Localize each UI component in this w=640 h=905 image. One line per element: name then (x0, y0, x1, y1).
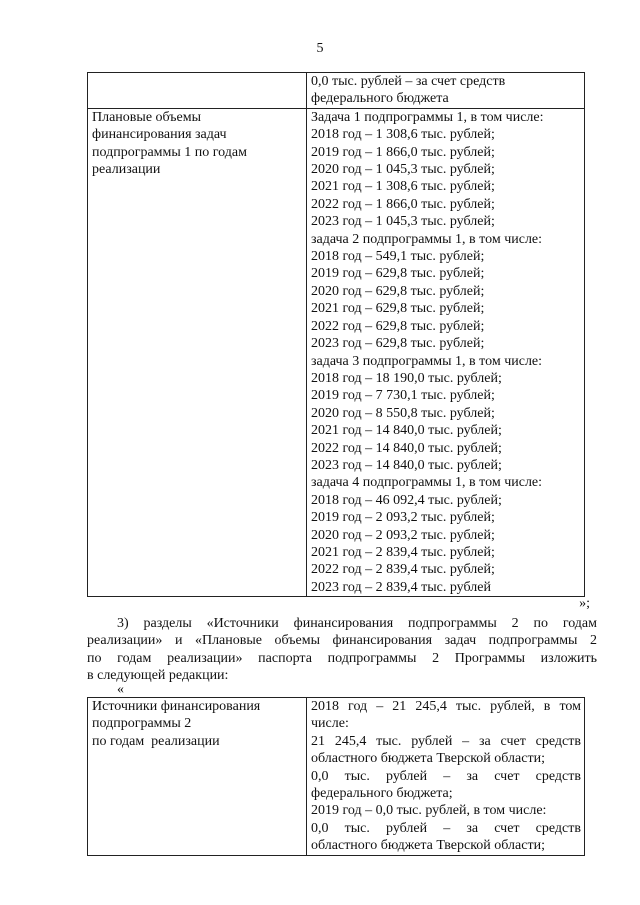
cell-line: 2021 год – 629,8 тыс. рублей; (311, 301, 485, 317)
cell-line: Плановые объемы (92, 109, 202, 125)
cell-line: федерального бюджета (311, 91, 449, 107)
cell-line: по годам реализации (92, 733, 220, 749)
cell-line: 2022 год – 14 840,0 тыс. рублей; (311, 440, 502, 456)
table-cell-value (307, 73, 585, 109)
cell-line: 2023 год – 2 839,4 тыс. рублей (311, 579, 491, 595)
cell-line: федерального бюджета; (311, 786, 453, 802)
cell-line: 2022 год – 629,8 тыс. рублей; (311, 318, 485, 334)
cell-line: 2023 год – 1 045,3 тыс. рублей; (311, 214, 495, 230)
cell-line: 2018 год – 21 245,4 тыс. рублей, в том (311, 699, 581, 714)
cell-line: 2018 год – 46 092,4 тыс. рублей; (311, 492, 502, 508)
cell-line: 0,0 тыс. рублей – за счет средств (311, 768, 581, 784)
cell-line: 21 245,4 тыс. рублей – за счет средств (311, 733, 581, 749)
cell-line: 2023 год – 629,8 тыс. рублей; (311, 336, 485, 352)
cell-line: числе: (311, 716, 349, 732)
cell-line: 2022 год – 2 839,4 тыс. рублей; (311, 562, 495, 578)
cell-line: 0,0 тыс. рублей – за счет средств (311, 74, 506, 89)
opening-quote: « (117, 682, 124, 697)
amendment-paragraph (87, 615, 597, 684)
paragraph-line: в следующей редакции: (87, 667, 229, 683)
cell-line: реализации (92, 162, 161, 178)
cell-line: подпрограммы 1 по годам (92, 144, 247, 160)
cell-line: 2022 год – 1 866,0 тыс. рублей; (311, 196, 495, 212)
cell-line: 2023 год – 14 840,0 тыс. рублей; (311, 457, 502, 473)
cell-line: 2019 год – 2 093,2 тыс. рублей; (311, 510, 495, 526)
table-cell-value (307, 698, 585, 856)
table-cell-value (307, 108, 585, 596)
paragraph-line: 3) разделы «Источники финансирования подпрограммы 2 по годам (117, 616, 597, 631)
cell-line: 2021 год – 14 840,0 тыс. рублей; (311, 423, 502, 439)
cell-line: 2020 год – 629,8 тыс. рублей; (311, 283, 485, 299)
table-cell-label (88, 73, 307, 109)
subprogram-2-sources-table (87, 697, 585, 856)
cell-line: 2020 год – 1 045,3 тыс. рублей; (311, 162, 495, 178)
cell-line: 0,0 тыс. рублей – за счет средств (311, 820, 581, 836)
cell-line: 2018 год – 1 308,6 тыс. рублей; (311, 127, 495, 143)
cell-line: 2019 год – 1 866,0 тыс. рублей; (311, 144, 495, 160)
cell-line: задача 2 подпрограммы 1, в том числе: (311, 231, 543, 247)
table-cell-label (88, 108, 307, 596)
cell-line: 2020 год – 8 550,8 тыс. рублей; (311, 405, 495, 421)
paragraph-line: по годам реализации» паспорта подпрограммы 2 Программы изложить (87, 650, 597, 666)
closing-quote: »; (579, 596, 590, 611)
page-number: 5 (316, 41, 324, 56)
cell-line: 2019 год – 629,8 тыс. рублей; (311, 266, 485, 282)
cell-line: 2018 год – 18 190,0 тыс. рублей; (311, 370, 502, 386)
paragraph-line: реализации» и «Плановые объемы финансирования задач подпрограммы 2 (87, 633, 597, 649)
table-row (88, 698, 585, 856)
cell-line: 2021 год – 2 839,4 тыс. рублей; (311, 544, 495, 560)
cell-line: областного бюджета Тверской области; (311, 751, 545, 767)
table-row (88, 108, 585, 596)
cell-line: 2019 год – 0,0 тыс. рублей, в том числе: (311, 803, 547, 819)
cell-line: 2020 год – 2 093,2 тыс. рублей; (311, 527, 495, 543)
cell-line: областного бюджета Тверской области; (311, 838, 545, 854)
cell-line: 2018 год – 549,1 тыс. рублей; (311, 249, 485, 265)
subprogram-1-funding-table (87, 72, 585, 597)
cell-line: 2019 год – 7 730,1 тыс. рублей; (311, 388, 495, 404)
table-row (88, 73, 585, 109)
table-cell-label (88, 698, 307, 856)
cell-line: задача 3 подпрограммы 1, в том числе: (311, 353, 543, 369)
cell-line: подпрограммы 2 (92, 716, 192, 732)
cell-line: финансирования задач (92, 127, 227, 143)
cell-line: 2021 год – 1 308,6 тыс. рублей; (311, 179, 495, 195)
cell-line: Источники финансирования (92, 699, 261, 714)
cell-line: Задача 1 подпрограммы 1, в том числе: (311, 109, 544, 125)
cell-line: задача 4 подпрограммы 1, в том числе: (311, 475, 543, 491)
